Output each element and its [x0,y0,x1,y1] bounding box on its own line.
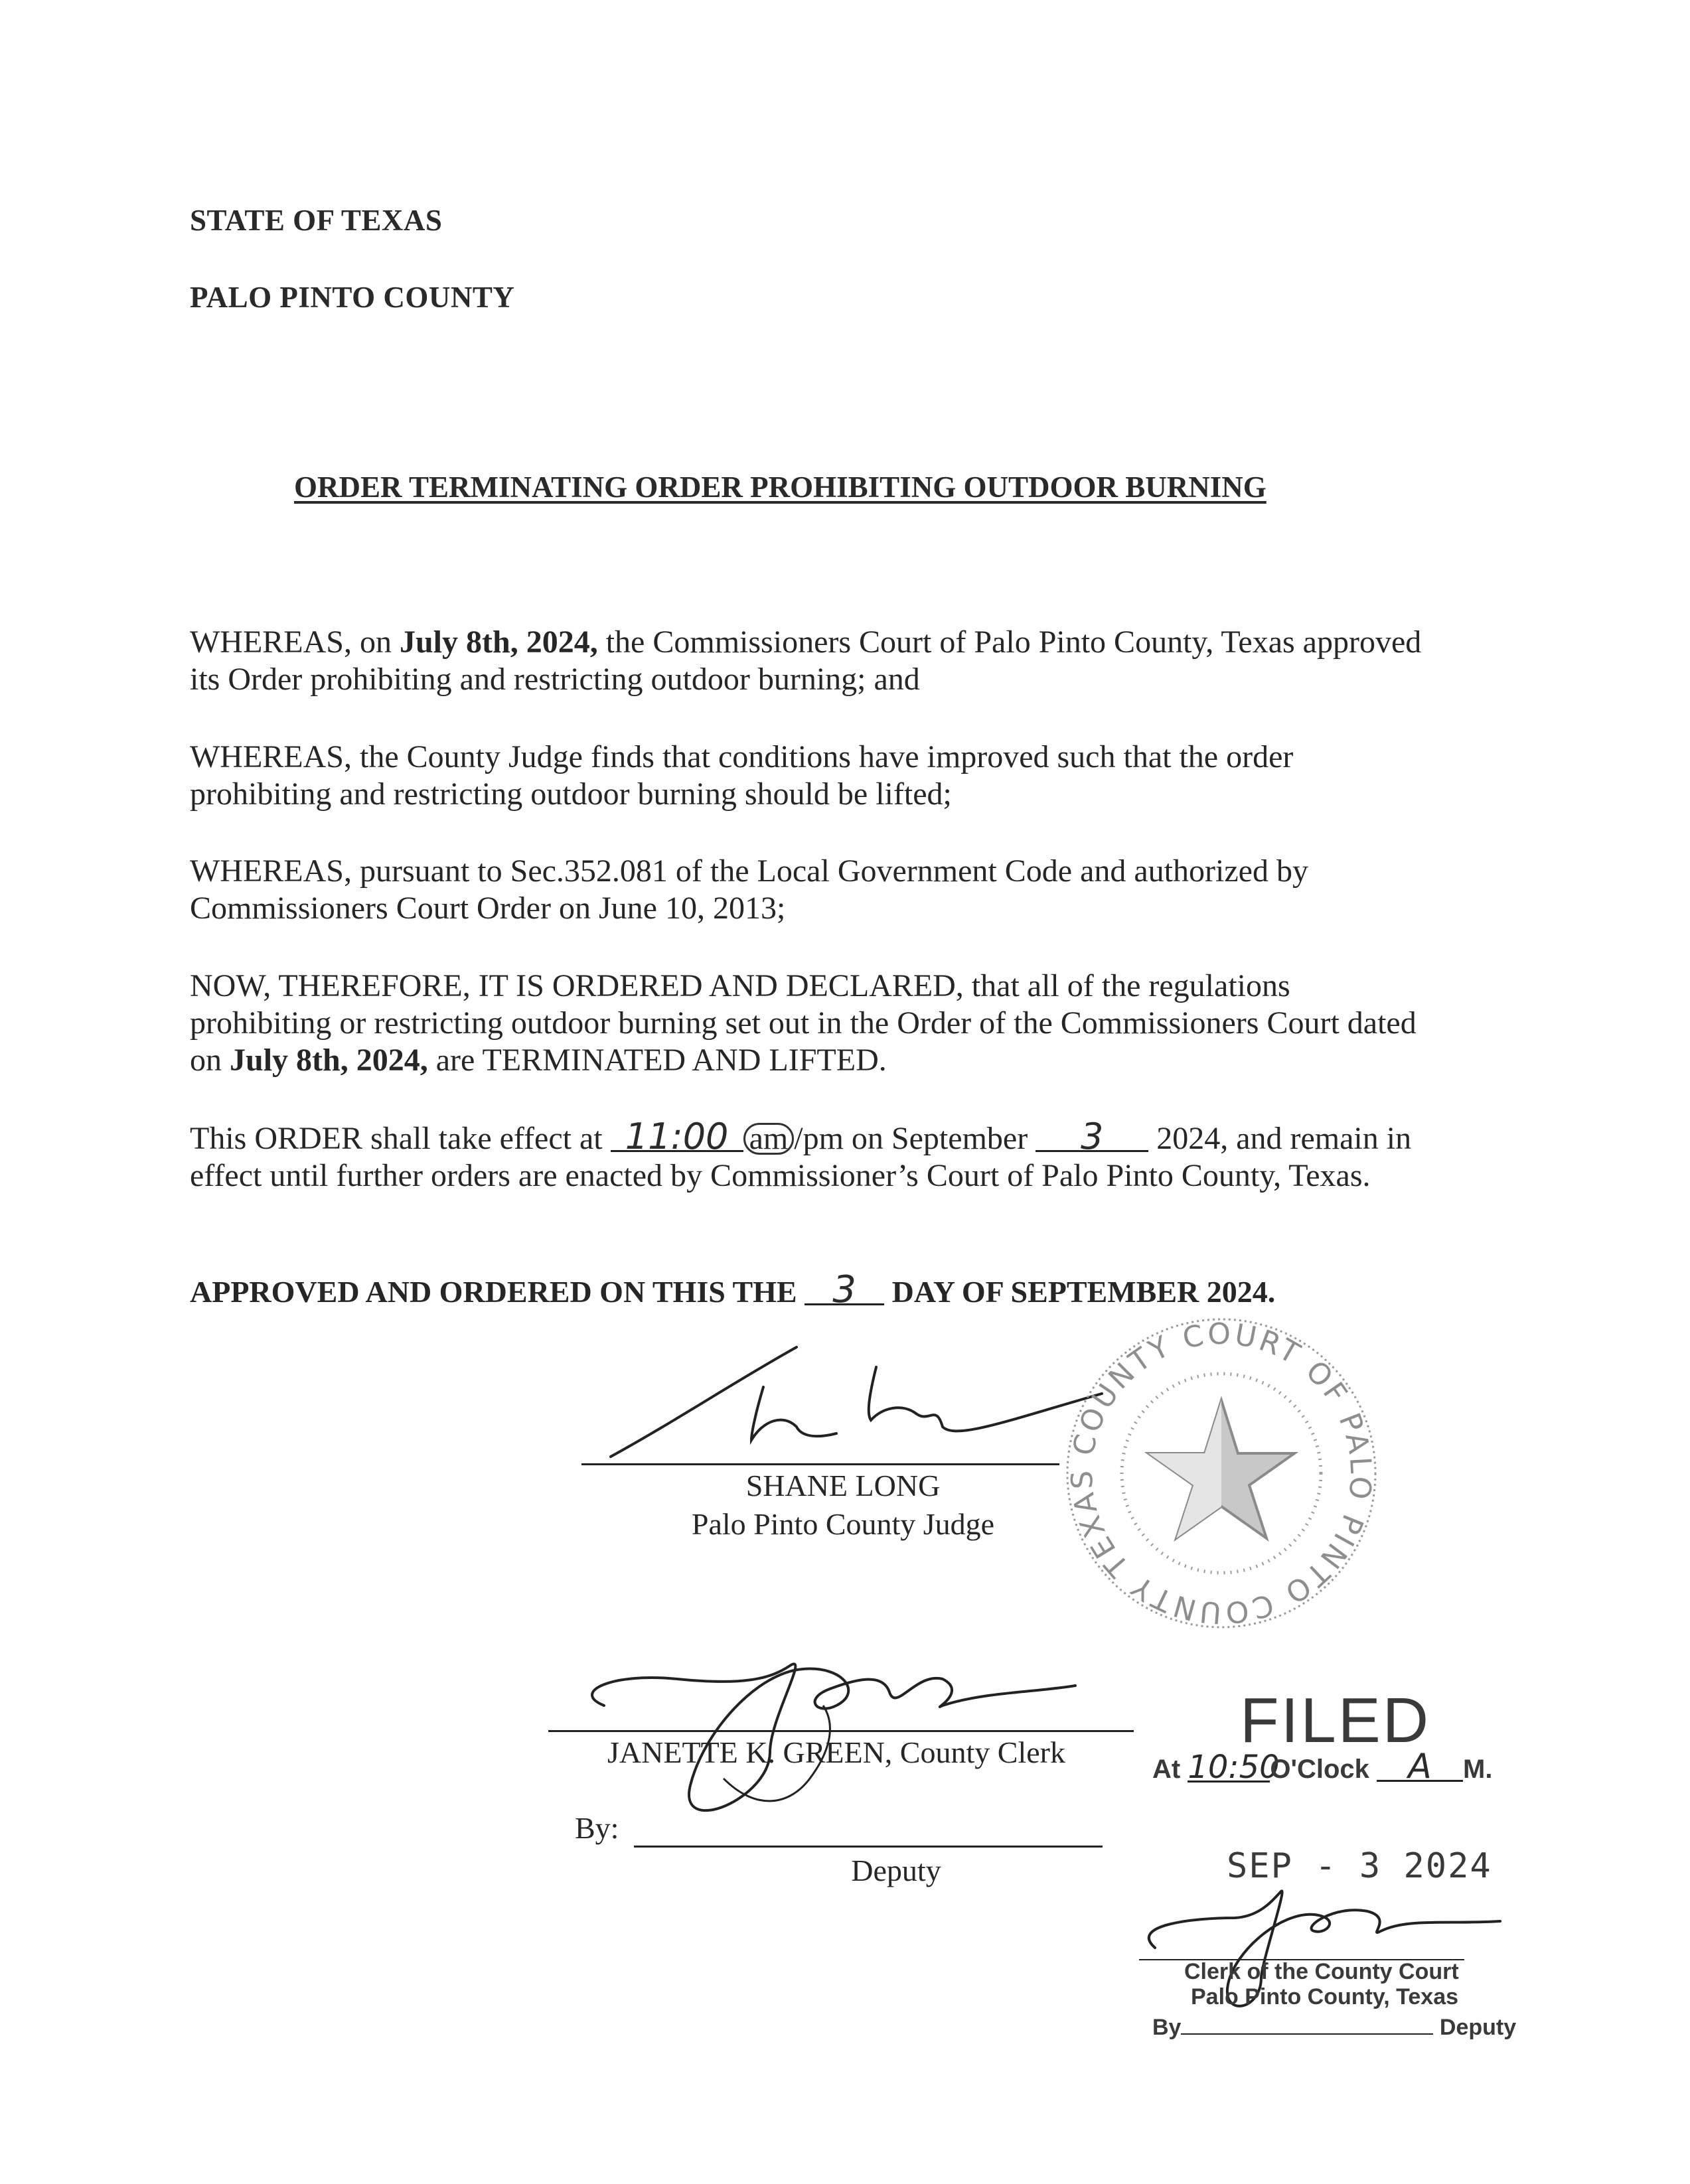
clerk-signature-line [548,1730,1134,1732]
judge-signature [597,1341,1115,1467]
clerk-by-label: By: [575,1811,619,1845]
whereas-paragraph-2: WHEREAS, the County Judge finds that conditions have improved such that the order prohibiting and restricting outdoor burning should be lifted; [190,739,1294,812]
filed-clerk-line1: Clerk of the County Court [1184,1959,1459,1984]
deputy-signature-line [634,1846,1103,1848]
now-therefore-paragraph: NOW, THEREFORE, IT IS ORDERED AND DECLARED, that all of the regulations prohibiting or restricting outdoor burning set out in the Order of the Commissioners Court dated on July 8th, 2024, are TERMINATED AND LIFTED. [190,968,1417,1078]
approved-statement: APPROVED AND ORDERED ON THIS THE 3 DAY OF SEPTEMBER 2024. [190,1268,1276,1311]
approved-day-field: 3 [805,1277,884,1305]
filed-deputy-field [1181,2033,1433,2035]
effective-paragraph: This ORDER shall take effect at 11:00 am /pm on September 3 2024, and remain in effect until further orders are enacted by Commissioner’s Court of Palo Pinto County, Texas. [190,1116,1412,1193]
am-circled: am [743,1123,795,1155]
whereas-paragraph-3: WHEREAS, pursuant to Sec.352.081 of the Local Government Code and authorized by Commissioners Court Order on June 10, 2013; [190,853,1308,926]
filed-by-row: By Deputy [1152,2015,1517,2040]
filed-time-row: At 10:50O'Clock A M. [1152,1747,1493,1786]
judge-name: SHANE LONG [745,1469,941,1502]
filed-date: SEP - 3 2024 [1227,1846,1492,1886]
filed-time-field: 10:50 [1188,1749,1280,1786]
judge-signature-line [581,1463,1059,1465]
state-heading: STATE OF TEXAS [190,204,443,237]
svg-text:COUNTY COURT OF PALO PINTO COU: COUNTY COURT OF PALO PINTO COUNTY TEXAS [1065,1317,1378,1630]
filed-meridiem-field: A [1377,1753,1463,1782]
effective-time-field: 11:00 [611,1124,743,1152]
document-title: ORDER TERMINATING ORDER PROHIBITING OUTDOOR BURNING [294,471,1267,504]
filed-clerk-line2: Palo Pinto County, Texas [1191,1984,1459,2009]
filed-stamp-heading: FILED [1240,1685,1431,1756]
county-seal [1062,1314,1381,1633]
judge-title: Palo Pinto County Judge [691,1507,995,1541]
whereas-paragraph-1: WHEREAS, on July 8th, 2024, the Commissioners Court of Palo Pinto County, Texas approved its Order prohibiting and restricting outdoor burning; and [190,624,1422,697]
county-heading: PALO PINTO COUNTY [190,281,515,314]
effective-day-field: 3 [1036,1124,1148,1152]
clerk-name: JANETTE K. GREEN, County Clerk [607,1735,1065,1769]
clerk-deputy-label: Deputy [851,1854,941,1887]
